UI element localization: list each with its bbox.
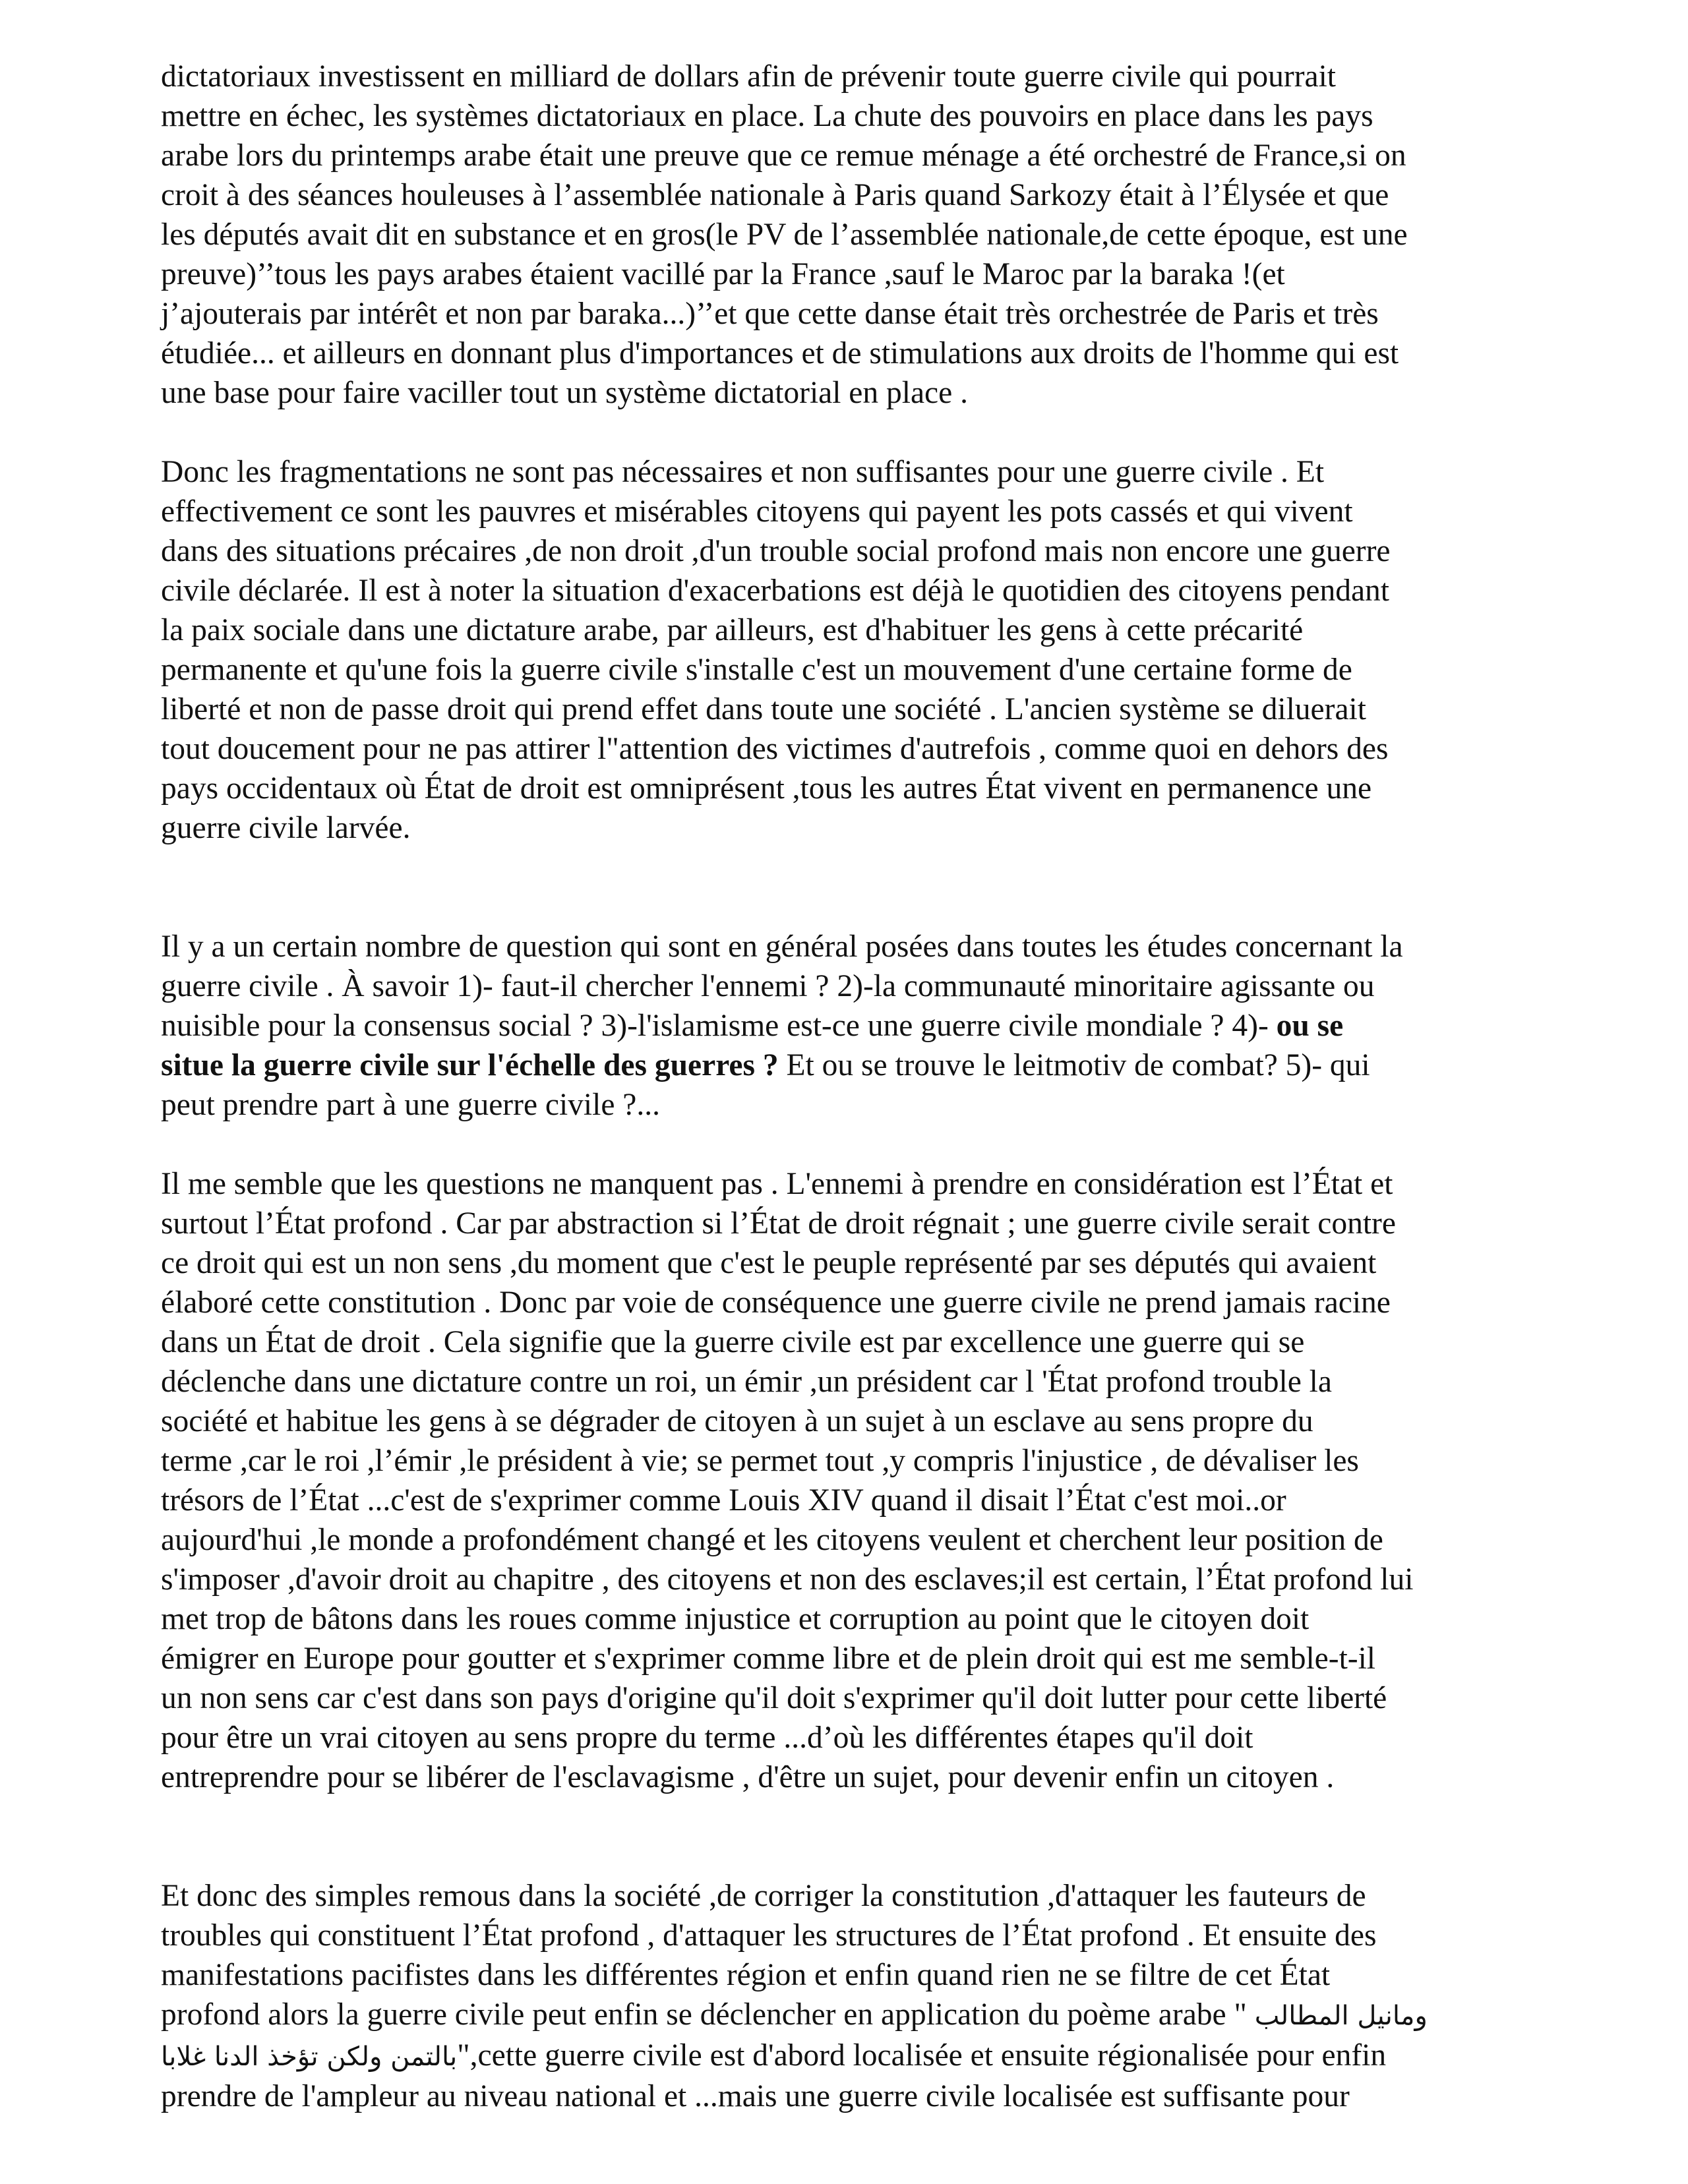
text-line: manifestations pacifistes dans les différentes région et enfin quand rien ne se filtre de cet État: [161, 1958, 1331, 1992]
text-line: déclenche dans une dictature contre un roi, un émir ,un président car l 'État profond trouble la: [161, 1365, 1332, 1399]
document-body: [161, 57, 1546, 2116]
text-segment: ",cette guerre civile est d'abord localisée et ensuite régionalisée pour enfin: [457, 2038, 1387, 2073]
text-line: Il me semble que les questions ne manquent pas . L'ennemi à prendre en considération est l’État et: [161, 1167, 1393, 1201]
paragraph-spacer: [161, 848, 1546, 927]
text-line: tout doucement pour ne pas attirer l"attention des victimes d'autrefois , comme quoi en dehors des: [161, 732, 1389, 766]
text-line: Il y a un certain nombre de question qui sont en général posées dans toutes les études concernant la: [161, 930, 1403, 964]
arabic-poem-fragment: ومانيل المطالب: [1254, 2001, 1428, 2031]
text-line: trésors de l’État ...c'est de s'exprimer comme Louis XIV quand il disait l’État c'est moi..or: [161, 1483, 1286, 1518]
paragraph-spacer: [161, 1797, 1546, 1876]
text-line: preuve)’’tous les pays arabes étaient vacillé par la France ,sauf le Maroc par la baraka !(et: [161, 257, 1285, 291]
text-line: s'imposer ,d'avoir droit au chapitre , des citoyens et non des esclaves;il est certain, l’État profond lui: [161, 1562, 1414, 1597]
text-line: dans un État de droit . Cela signifie que la guerre civile est par excellence une guerre qui se: [161, 1325, 1305, 1359]
text-line: prendre de l'ampleur au niveau national et ...mais une guerre civile localisée est suffisante pour: [161, 2079, 1350, 2113]
paragraph-2: [161, 452, 1546, 848]
text-line: guerre civile larvée.: [161, 811, 411, 845]
text-line: les députés avait dit en substance et en gros(le PV de l’assemblée nationale,de cette époque, est une: [161, 218, 1408, 252]
text-line: dans des situations précaires ,de non droit ,d'un trouble social profond mais non encore une guerre: [161, 534, 1391, 568]
text-line: [161, 1046, 1546, 1085]
text-line: la paix sociale dans une dictature arabe, par ailleurs, est d'habituer les gens à cette précarité: [161, 613, 1304, 647]
text-line: civile déclarée. Il est à noter la situation d'exacerbations est déjà le quotidien des citoyens pendant: [161, 574, 1390, 608]
text-line: étudiée... et ailleurs en donnant plus d'importances et de stimulations aux droits de l'homme qui est: [161, 336, 1399, 370]
text-line: troubles qui constituent l’État profond , d'attaquer les structures de l’État profond . Et ensuite des: [161, 1918, 1377, 1953]
text-line: [161, 2036, 1546, 2077]
text-line: peut prendre part à une guerre civile ?...: [161, 1088, 660, 1122]
text-line: élaboré cette constitution . Donc par voie de conséquence une guerre civile ne prend jamais racine: [161, 1285, 1391, 1320]
paragraph-spacer: [161, 413, 1546, 452]
bold-text-segment: situe la guerre civile sur l'échelle des guerres ?: [161, 1048, 779, 1082]
text-line: Et donc des simples remous dans la société ,de corriger la constitution ,d'attaquer les fauteurs de: [161, 1879, 1366, 1913]
text-line: ce droit qui est un non sens ,du moment que c'est le peuple représenté par ses députés qui avaient: [161, 1246, 1377, 1280]
paragraph-spacer: [161, 1125, 1546, 1164]
text-line: surtout l’État profond . Car par abstraction si l’État de droit régnait ; une guerre civile serait contre: [161, 1206, 1396, 1241]
text-line: aujourd'hui ,le monde a profondément changé et les citoyens veulent et cherchent leur position de: [161, 1523, 1383, 1557]
text-line: entreprendre pour se libérer de l'esclavagisme , d'être un sujet, pour devenir enfin un citoyen .: [161, 1760, 1335, 1794]
text-line: dictatoriaux investissent en milliard de dollars afin de prévenir toute guerre civile qui pourrait: [161, 59, 1336, 94]
text-line: mettre en échec, les systèmes dictatoriaux en place. La chute des pouvoirs en place dans les pays: [161, 99, 1373, 133]
text-line: croit à des séances houleuses à l’assemblée nationale à Paris quand Sarkozy était à l’Élysée et que: [161, 178, 1389, 212]
text-line: un non sens car c'est dans son pays d'origine qu'il doit s'exprimer qu'il doit lutter pour cette liberté: [161, 1681, 1387, 1715]
text-line: terme ,car le roi ,l’émir ,le président à vie; se permet tout ,y compris l'injustice , de dévaliser les: [161, 1444, 1359, 1478]
paragraph-1: [161, 57, 1546, 413]
text-line: arabe lors du printemps arabe était une preuve que ce remue ménage a été orchestré de France,si on: [161, 138, 1406, 173]
text-line: effectivement ce sont les pauvres et misérables citoyens qui payent les pots cassés et qui vivent: [161, 494, 1353, 529]
text-line: une base pour faire vaciller tout un système dictatorial en place .: [161, 376, 968, 410]
text-line: [161, 1006, 1546, 1046]
text-segment: nuisible pour la consensus social ? 3)-l'islamisme est-ce une guerre civile mondiale ? 4)-: [161, 1009, 1277, 1043]
bold-text-segment: ou se: [1276, 1009, 1344, 1043]
text-line: pays occidentaux où État de droit est omniprésent ,tous les autres État vivent en permanence une: [161, 771, 1372, 806]
text-line: [161, 1995, 1546, 2036]
text-line: guerre civile . À savoir 1)- faut-il chercher l'ennemi ? 2)-la communauté minoritaire agissante ou: [161, 969, 1375, 1003]
text-line: Donc les fragmentations ne sont pas nécessaires et non suffisantes pour une guerre civile . Et: [161, 455, 1325, 489]
text-line: société et habitue les gens à se dégrader de citoyen à un sujet à un esclave au sens propre du: [161, 1404, 1313, 1438]
text-segment: profond alors la guerre civile peut enfin se déclencher en application du poème arabe ": [161, 1997, 1255, 2032]
text-line: pour être un vrai citoyen au sens propre du terme ...d’où les différentes étapes qu'il doit: [161, 1721, 1253, 1755]
text-line: émigrer en Europe pour goutter et s'exprimer comme libre et de plein droit qui est me semble-t-il: [161, 1641, 1375, 1676]
paragraph-4: [161, 1164, 1546, 1797]
text-segment: Et ou se trouve le leitmotiv de combat? 5)- qui: [778, 1048, 1370, 1082]
text-line: j’ajouterais par intérêt et non par baraka...)’’et que cette danse était très orchestrée de Paris et très: [161, 297, 1379, 331]
paragraph-3: [161, 927, 1546, 1125]
text-line: met trop de bâtons dans les roues comme injustice et corruption au point que le citoyen doit: [161, 1602, 1310, 1636]
text-line: liberté et non de passe droit qui prend effet dans toute une société . L'ancien système se diluerait: [161, 692, 1366, 726]
arabic-poem-fragment: بالتمن ولكن تؤخذ الدنا غلابا: [161, 2042, 458, 2072]
text-line: permanente et qu'une fois la guerre civile s'installe c'est un mouvement d'une certaine forme de: [161, 653, 1352, 687]
paragraph-5: [161, 1876, 1546, 2116]
